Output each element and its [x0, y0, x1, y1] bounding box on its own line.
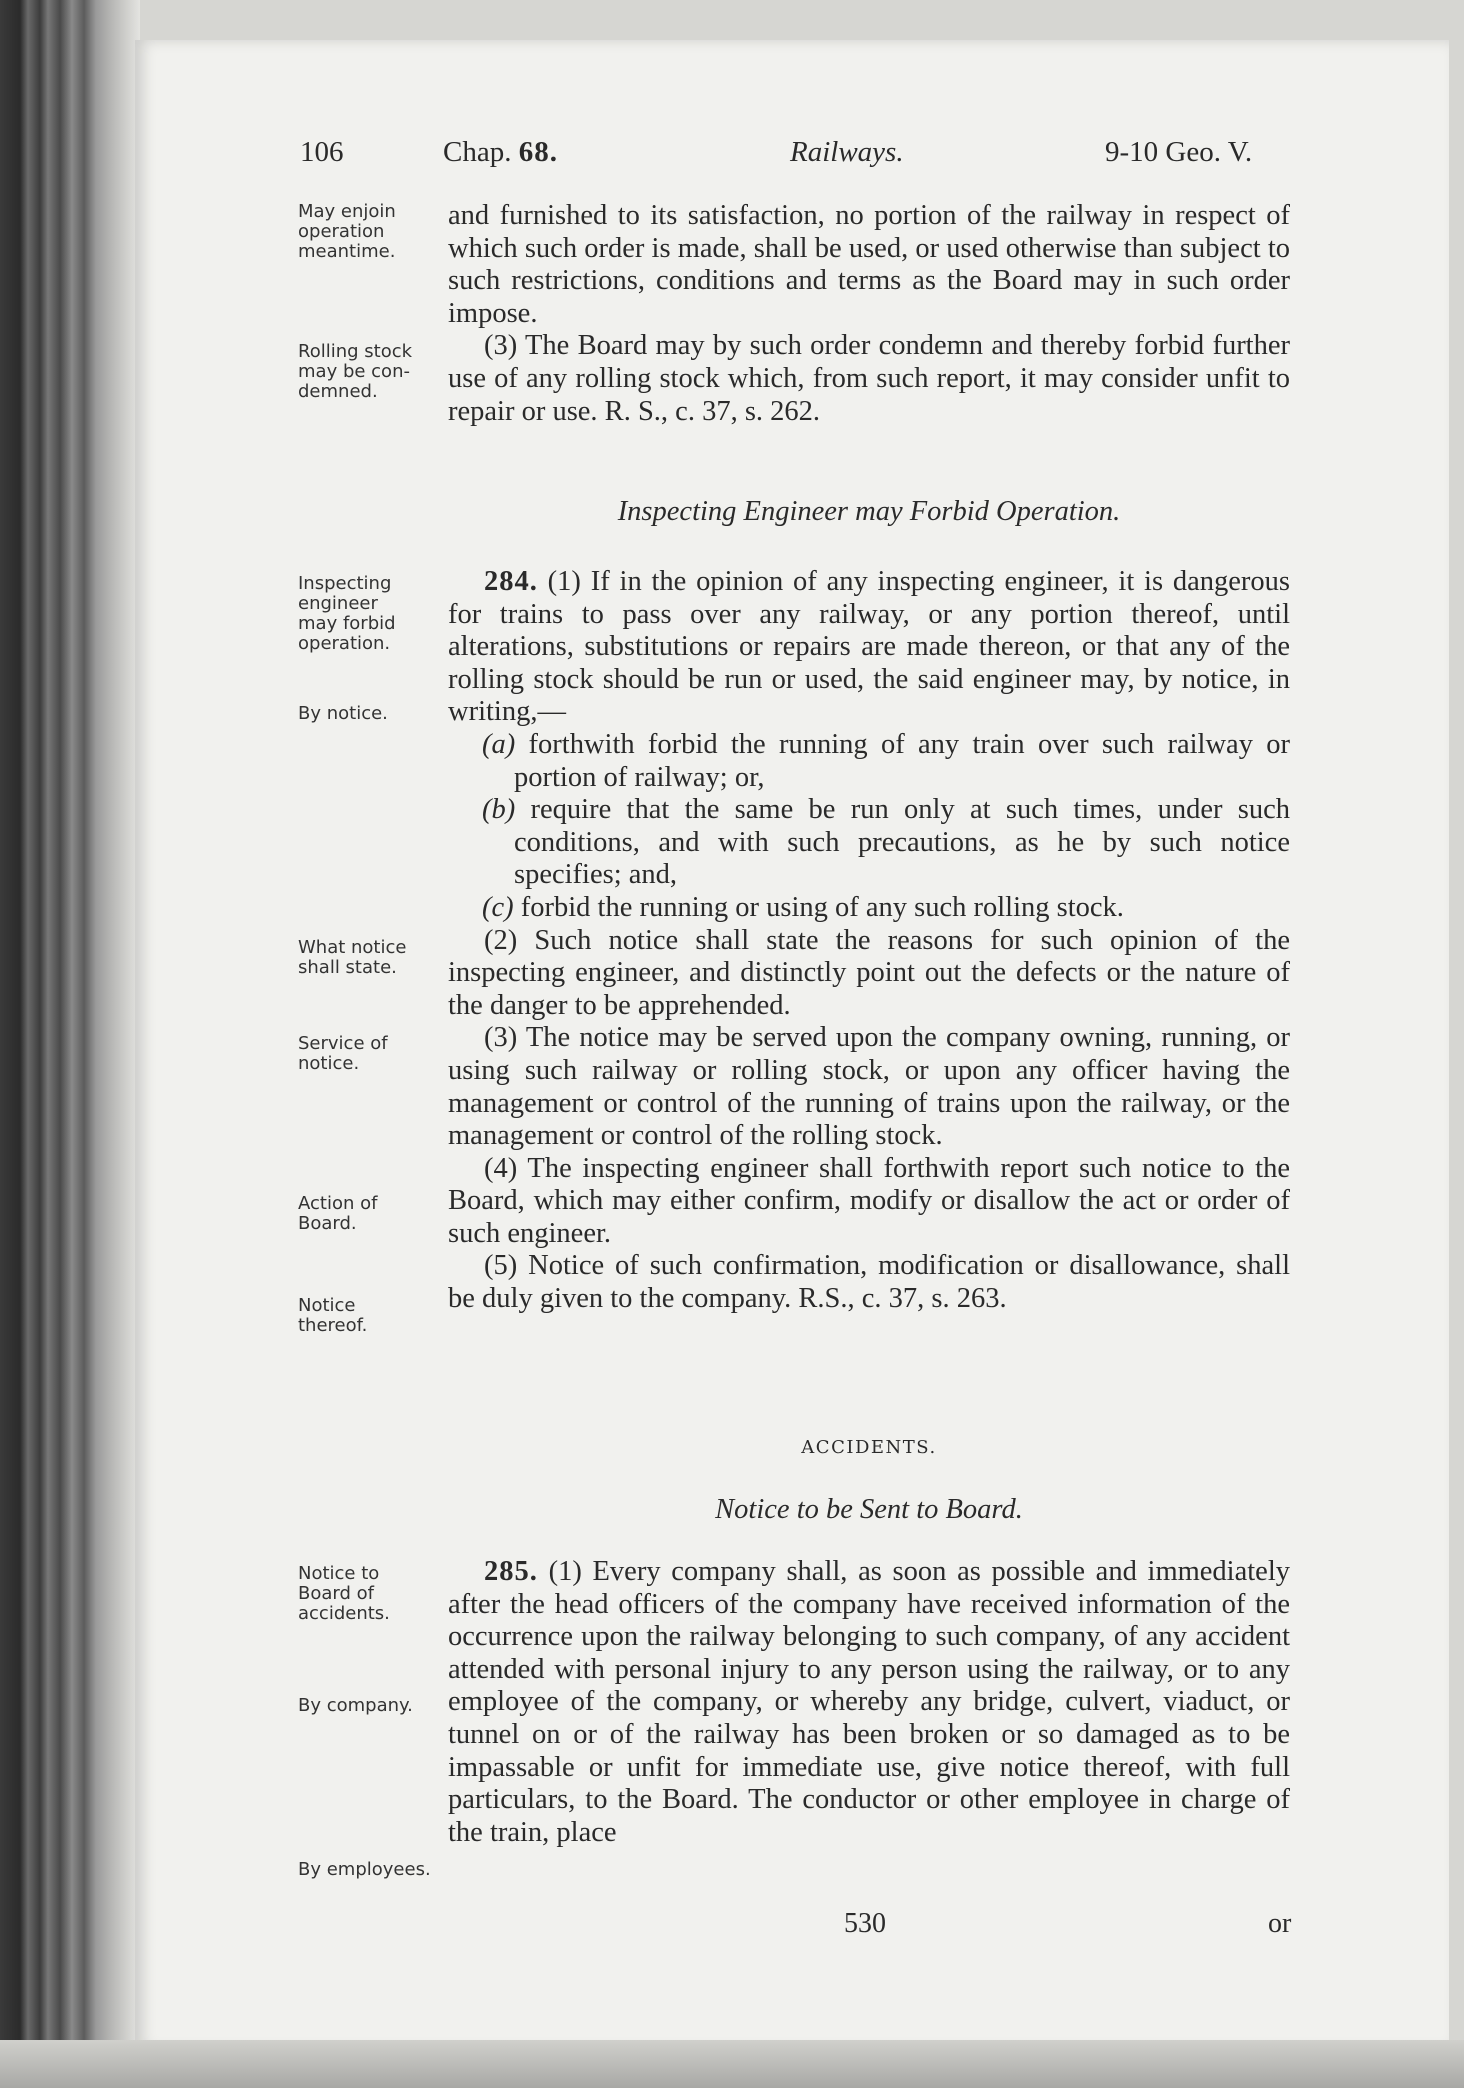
item-label: (a)	[482, 728, 516, 760]
paragraph: and furnished to its satisfaction, no portion of the railway in respect of which such order is made, shall be used, or used otherwise than subject to such restrictions, conditions and terms as the Board may in such order impose.	[448, 200, 1290, 329]
section-number: 284.	[484, 566, 538, 597]
margin-note: By company.	[298, 1695, 413, 1716]
catchword: or	[1268, 1908, 1292, 1939]
paragraph	[448, 566, 1290, 729]
margin-note: What notice shall state.	[298, 937, 407, 978]
list-item	[448, 794, 1290, 892]
printed-page-number: 530	[844, 1908, 886, 1939]
paragraph: (3) The Board may by such order condemn and thereby forbid further use of any rolling stock which, from such report, it may consider unfit to repair or use. R. S., c. 37, s. 262.	[448, 330, 1290, 427]
section-284	[448, 566, 1290, 1316]
section-text: (1) Every company shall, as soon as possible and immediately after the head officers of the company have received information of the occurrence upon the railway belonging to such company, of any accident attended with personal injury to any person using the railway, or to any employee of the company, or whereby any bridge, culvert, viaduct, or tunnel on or of the railway has been broken or so damaged as to be impassable or unfit for immediate use, give notice thereof, with full particulars, to the Board. The conductor or other employee in charge of the train, place	[448, 1556, 1290, 1848]
item-text: forbid the running or using of any such rolling stock.	[513, 891, 1124, 923]
item-text: forthwith forbid the running of any train over such railway or portion of railway; or,	[514, 728, 1290, 793]
margin-note: Service of notice.	[298, 1033, 388, 1074]
running-title: Railways.	[790, 136, 904, 168]
margin-note: Inspecting engineer may forbid operation.	[298, 573, 396, 654]
margin-note: May enjoin operation meantime.	[298, 201, 396, 262]
text-block-1	[448, 200, 1290, 428]
page-number: 106	[300, 136, 344, 168]
page-bottom-edge	[0, 2040, 1464, 2088]
margin-note: Action of Board.	[298, 1193, 378, 1234]
chapter-label	[443, 136, 558, 169]
section-285	[448, 1556, 1290, 1849]
section-text: (1) If in the opinion of any inspecting engineer, it is dangerous for trains to pass over any railway, or any portion thereof, until alterations, substitutions or repairs are made thereon, or that any of the rolling stock should be run or used, the said engineer may, by notice, in writing,—	[448, 566, 1290, 728]
margin-note: By employees.	[298, 1859, 431, 1880]
subsection-heading: Notice to be Sent to Board.	[715, 1494, 1023, 1525]
list-item	[448, 892, 1290, 925]
section-number: 285.	[484, 1556, 538, 1587]
list-item	[448, 729, 1290, 794]
paragraph: (3) The notice may be served upon the company owning, running, or using such railway or rolling stock, or upon any officer having the management or control of the running of trains upon the railway, or the management or control of the rolling stock.	[448, 1022, 1290, 1152]
paragraph: (5) Notice of such confirmation, modification or disallowance, shall be duly given to the company. R.S., c. 37, s. 263.	[448, 1250, 1290, 1315]
paragraph: (2) Such notice shall state the reasons for such opinion of the inspecting engineer, and distinctly point out the defects or the nature of the danger to be apprehended.	[448, 924, 1290, 1021]
chapter-prefix: Chap.	[443, 136, 512, 168]
margin-note: Notice thereof.	[298, 1295, 368, 1336]
section-heading: Inspecting Engineer may Forbid Operation.	[617, 496, 1121, 527]
margin-note: By notice.	[298, 703, 388, 724]
book-spine	[0, 0, 140, 2088]
item-text: require that the same be run only at such times, under such conditions, and with such precautions, as he by such notice specifies; and,	[514, 794, 1290, 891]
paragraph	[448, 1556, 1290, 1849]
section-heading-accidents: ACCIDENTS.	[801, 1437, 937, 1458]
chapter-number: 68.	[518, 136, 558, 168]
item-label: (b)	[482, 794, 516, 826]
margin-note: Rolling stock may be con-demned.	[298, 341, 413, 402]
paragraph: (4) The inspecting engineer shall forthwith report such notice to the Board, which may either confirm, modify or disallow the act or order of such engineer.	[448, 1152, 1290, 1249]
regnal-year: 9-10 Geo. V.	[1105, 136, 1253, 168]
item-label: (c)	[482, 891, 514, 923]
margin-note: Notice to Board of accidents.	[298, 1563, 390, 1624]
